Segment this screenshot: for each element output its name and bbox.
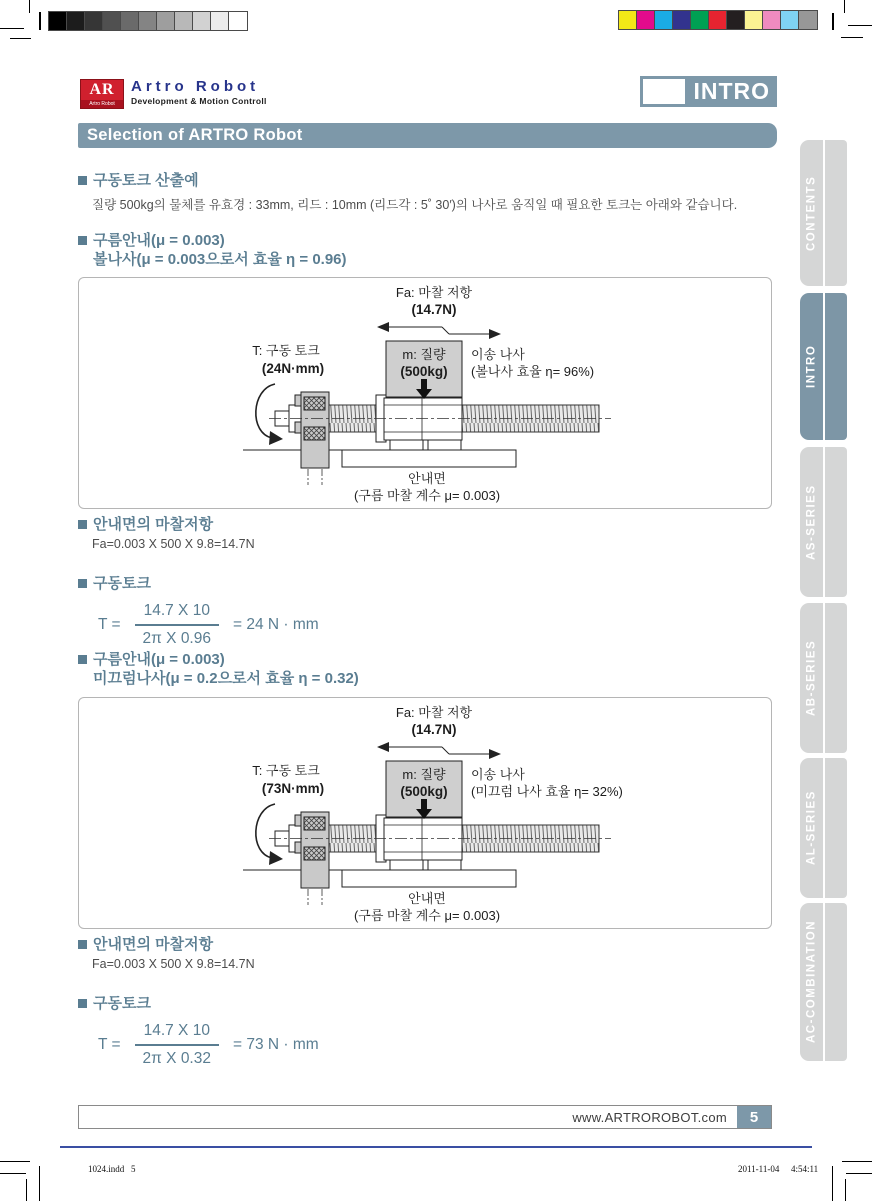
section-heading-torque-example [78, 171, 199, 190]
calibration-swatch [67, 12, 85, 30]
torque-formula2 [98, 1022, 319, 1068]
formula-lhs: T = [98, 616, 121, 633]
calibration-swatch [85, 12, 103, 30]
calibration-swatch [193, 12, 211, 30]
logo-monogram-box [80, 79, 124, 109]
bearing-block [295, 392, 329, 468]
feed-screw-value: (미끄럼 나사 효율 η= 32%) [471, 784, 623, 799]
crop-mark [39, 1166, 40, 1201]
calibration-swatch [673, 11, 691, 29]
tab-divider [823, 447, 825, 597]
crop-mark [842, 1161, 872, 1162]
section-heading-torque2 [78, 994, 151, 1013]
section-heading-torque1 [78, 574, 151, 593]
crop-mark [848, 25, 872, 26]
heading-line1: 구름안내(μ = 0.003) [93, 651, 225, 668]
feed-screw-label: 이송 나사 [471, 767, 525, 782]
section-heading-rolling-guide-ball [78, 231, 347, 269]
torque-value: (73N·mm) [261, 781, 325, 796]
crop-mark [0, 1161, 30, 1162]
tab-divider [823, 903, 825, 1061]
page-number: 5 [737, 1106, 771, 1128]
mass-value: (500kg) [400, 784, 448, 799]
guide-base [243, 870, 516, 887]
formula-fraction [135, 1022, 219, 1068]
sidebar-tab-label: CONTENTS [805, 175, 818, 251]
crop-mark [845, 1179, 846, 1201]
section-heading-text: 구동토크 [93, 575, 151, 592]
section-heading-friction1 [78, 515, 213, 534]
section-bullet [78, 999, 87, 1008]
sidebar-tab-as-series [800, 447, 847, 597]
slide-screw-mechanism-diagram [229, 703, 699, 925]
company-logo [80, 79, 267, 109]
formula-result: = 24 N · mm [232, 616, 319, 633]
section-heading-rolling-guide-slide [78, 650, 359, 688]
section-bullet [78, 236, 87, 245]
print-mark-date: 2011-11-04 [738, 1164, 780, 1174]
section-heading-text: 구동토크 산출예 [93, 172, 199, 189]
formula-numerator: 14.7 X 10 [143, 602, 210, 619]
page-title: Selection of ARTRO Robot [78, 123, 777, 148]
diagram-box-slide-screw [78, 697, 772, 929]
guide-surface-value: (구름 마찰 계수 μ= 0.003) [353, 908, 501, 923]
logo-caption: Artro Robot [81, 100, 123, 108]
formula-result: = 73 N · mm [232, 1036, 319, 1053]
feed-screw-label: 이송 나사 [471, 347, 525, 362]
sidebar-tab-al-series [800, 758, 847, 898]
crop-mark [29, 0, 30, 13]
calibration-swatch [799, 11, 817, 29]
friction-formula1: Fa=0.003 X 500 X 9.8=14.7N [92, 537, 255, 551]
tab-divider [823, 140, 825, 286]
heading-line2: 볼나사(μ = 0.003으로서 효율 η = 0.96) [93, 251, 347, 268]
calibration-swatch [619, 11, 637, 29]
formula-numerator: 14.7 X 10 [143, 1022, 210, 1039]
sidebar-tab-label: AS-SERIES [805, 484, 818, 560]
section-heading-text: 구동토크 [93, 995, 151, 1012]
calibration-swatch [103, 12, 121, 30]
calibration-swatch [211, 12, 229, 30]
calibration-swatch [121, 12, 139, 30]
friction-arrow [377, 742, 501, 759]
website-url: www.ARTROROBOT.com [572, 1109, 727, 1125]
bottom-rule [60, 1146, 812, 1148]
friction-resistance-label: Fa: 마찰 저항 [395, 285, 473, 300]
sidebar-tab-intro [800, 293, 847, 440]
calibration-swatch [709, 11, 727, 29]
formula-fraction [135, 602, 219, 648]
section-bullet [78, 520, 87, 529]
calibration-swatch [229, 12, 247, 30]
crop-mark [26, 1179, 27, 1201]
formula-denominator: 2π X 0.96 [135, 624, 219, 648]
calibration-swatch [727, 11, 745, 29]
brand-name: Artro Robot [131, 78, 260, 95]
crop-mark [0, 28, 24, 29]
calibration-swatch [781, 11, 799, 29]
calibration-swatch [175, 12, 193, 30]
ball-screw-mechanism-diagram [229, 283, 699, 505]
calibration-swatch [691, 11, 709, 29]
section-heading-text [93, 231, 347, 269]
section-bullet [78, 655, 87, 664]
crop-mark [10, 38, 31, 39]
calibration-swatch [49, 12, 67, 30]
friction-resistance-label: Fa: 마찰 저항 [395, 705, 473, 720]
guide-surface-value: (구름 마찰 계수 μ= 0.003) [353, 488, 501, 503]
calibration-swatch [139, 12, 157, 30]
sidebar-tab-label: AC-COMBINATION [805, 920, 818, 1044]
formula-denominator: 2π X 0.32 [135, 1044, 219, 1068]
tab-divider [823, 293, 825, 440]
heading-line2: 미끄럼나사(μ = 0.2으로서 효율 η = 0.32) [93, 670, 359, 687]
section-heading-text [93, 650, 359, 688]
section-body-text: 질량 500kg의 물체를 유효경 : 33mm, 리드 : 10mm (리드각 : 5˚ 30′)의 나사로 움직일 때 필요한 토크는 아래와 같습니다. [92, 198, 738, 212]
sidebar-tab-label: INTRO [805, 344, 818, 389]
carriage-feet [390, 440, 461, 450]
brand-tagline: Development & Motion Controll [131, 96, 267, 106]
crop-mark [832, 13, 834, 30]
diagram-box-ball-screw [78, 277, 772, 509]
calibration-swatch [157, 12, 175, 30]
section-bullet [78, 579, 87, 588]
print-mark-file: 1024.indd 5 [88, 1164, 136, 1174]
intro-banner-label: INTRO [693, 78, 770, 104]
logo-monogram: AR [81, 80, 123, 100]
torque-value: (24N·mm) [261, 361, 325, 376]
crop-mark [832, 1166, 833, 1201]
intro-banner [640, 76, 777, 107]
bearing-block [295, 812, 329, 888]
crop-mark [841, 37, 863, 38]
friction-arrow [377, 322, 501, 339]
mass-value: (500kg) [400, 364, 448, 379]
section-heading-text: 안내면의 마찰저항 [93, 936, 214, 953]
heading-line1: 구름안내(μ = 0.003) [93, 232, 225, 249]
sidebar-tab-label: AL-SERIES [805, 790, 818, 866]
calibration-swatch [655, 11, 673, 29]
section-heading-friction2 [78, 935, 213, 954]
sidebar-tab-label: AB-SERIES [805, 639, 818, 717]
sidebar-tab-ac-combination [800, 903, 847, 1061]
mass-label: m: 질량 [402, 767, 446, 782]
mass-box [386, 761, 462, 819]
calibration-swatch [763, 11, 781, 29]
footer-bar [78, 1105, 772, 1129]
torque-formula1 [98, 602, 319, 648]
sidebar-tab-ab-series [800, 603, 847, 753]
guide-surface-label: 안내면 [408, 471, 446, 486]
friction-formula2: Fa=0.003 X 500 X 9.8=14.7N [92, 957, 255, 971]
feed-screw-value: (볼나사 효율 η= 96%) [471, 364, 595, 379]
crop-mark [39, 12, 41, 30]
guide-surface-label: 안내면 [408, 891, 446, 906]
guide-base [243, 450, 516, 467]
mass-label: m: 질량 [402, 347, 446, 362]
friction-resistance-value: (14.7N) [411, 722, 457, 737]
intro-banner-whitebox [643, 79, 685, 104]
crop-mark [844, 0, 845, 13]
formula-lhs: T = [98, 1036, 121, 1053]
section-bullet [78, 176, 87, 185]
crop-mark [846, 1173, 872, 1174]
section-bullet [78, 940, 87, 949]
print-mark-time: 4:54:11 [791, 1164, 819, 1174]
torque-label: T: 구동 토크 [252, 343, 320, 358]
carriage-feet [390, 860, 461, 870]
mass-box [386, 341, 462, 399]
color-calibration-bar [618, 10, 818, 30]
calibration-swatch [637, 11, 655, 29]
tab-divider [823, 758, 825, 898]
calibration-swatch [745, 11, 763, 29]
friction-resistance-value: (14.7N) [411, 302, 457, 317]
tab-divider [823, 603, 825, 753]
torque-label: T: 구동 토크 [252, 763, 320, 778]
grayscale-calibration-bar [48, 11, 248, 31]
section-heading-text: 안내면의 마찰저항 [93, 516, 214, 533]
crop-mark [0, 1173, 26, 1174]
sidebar-tab-contents [800, 140, 847, 286]
